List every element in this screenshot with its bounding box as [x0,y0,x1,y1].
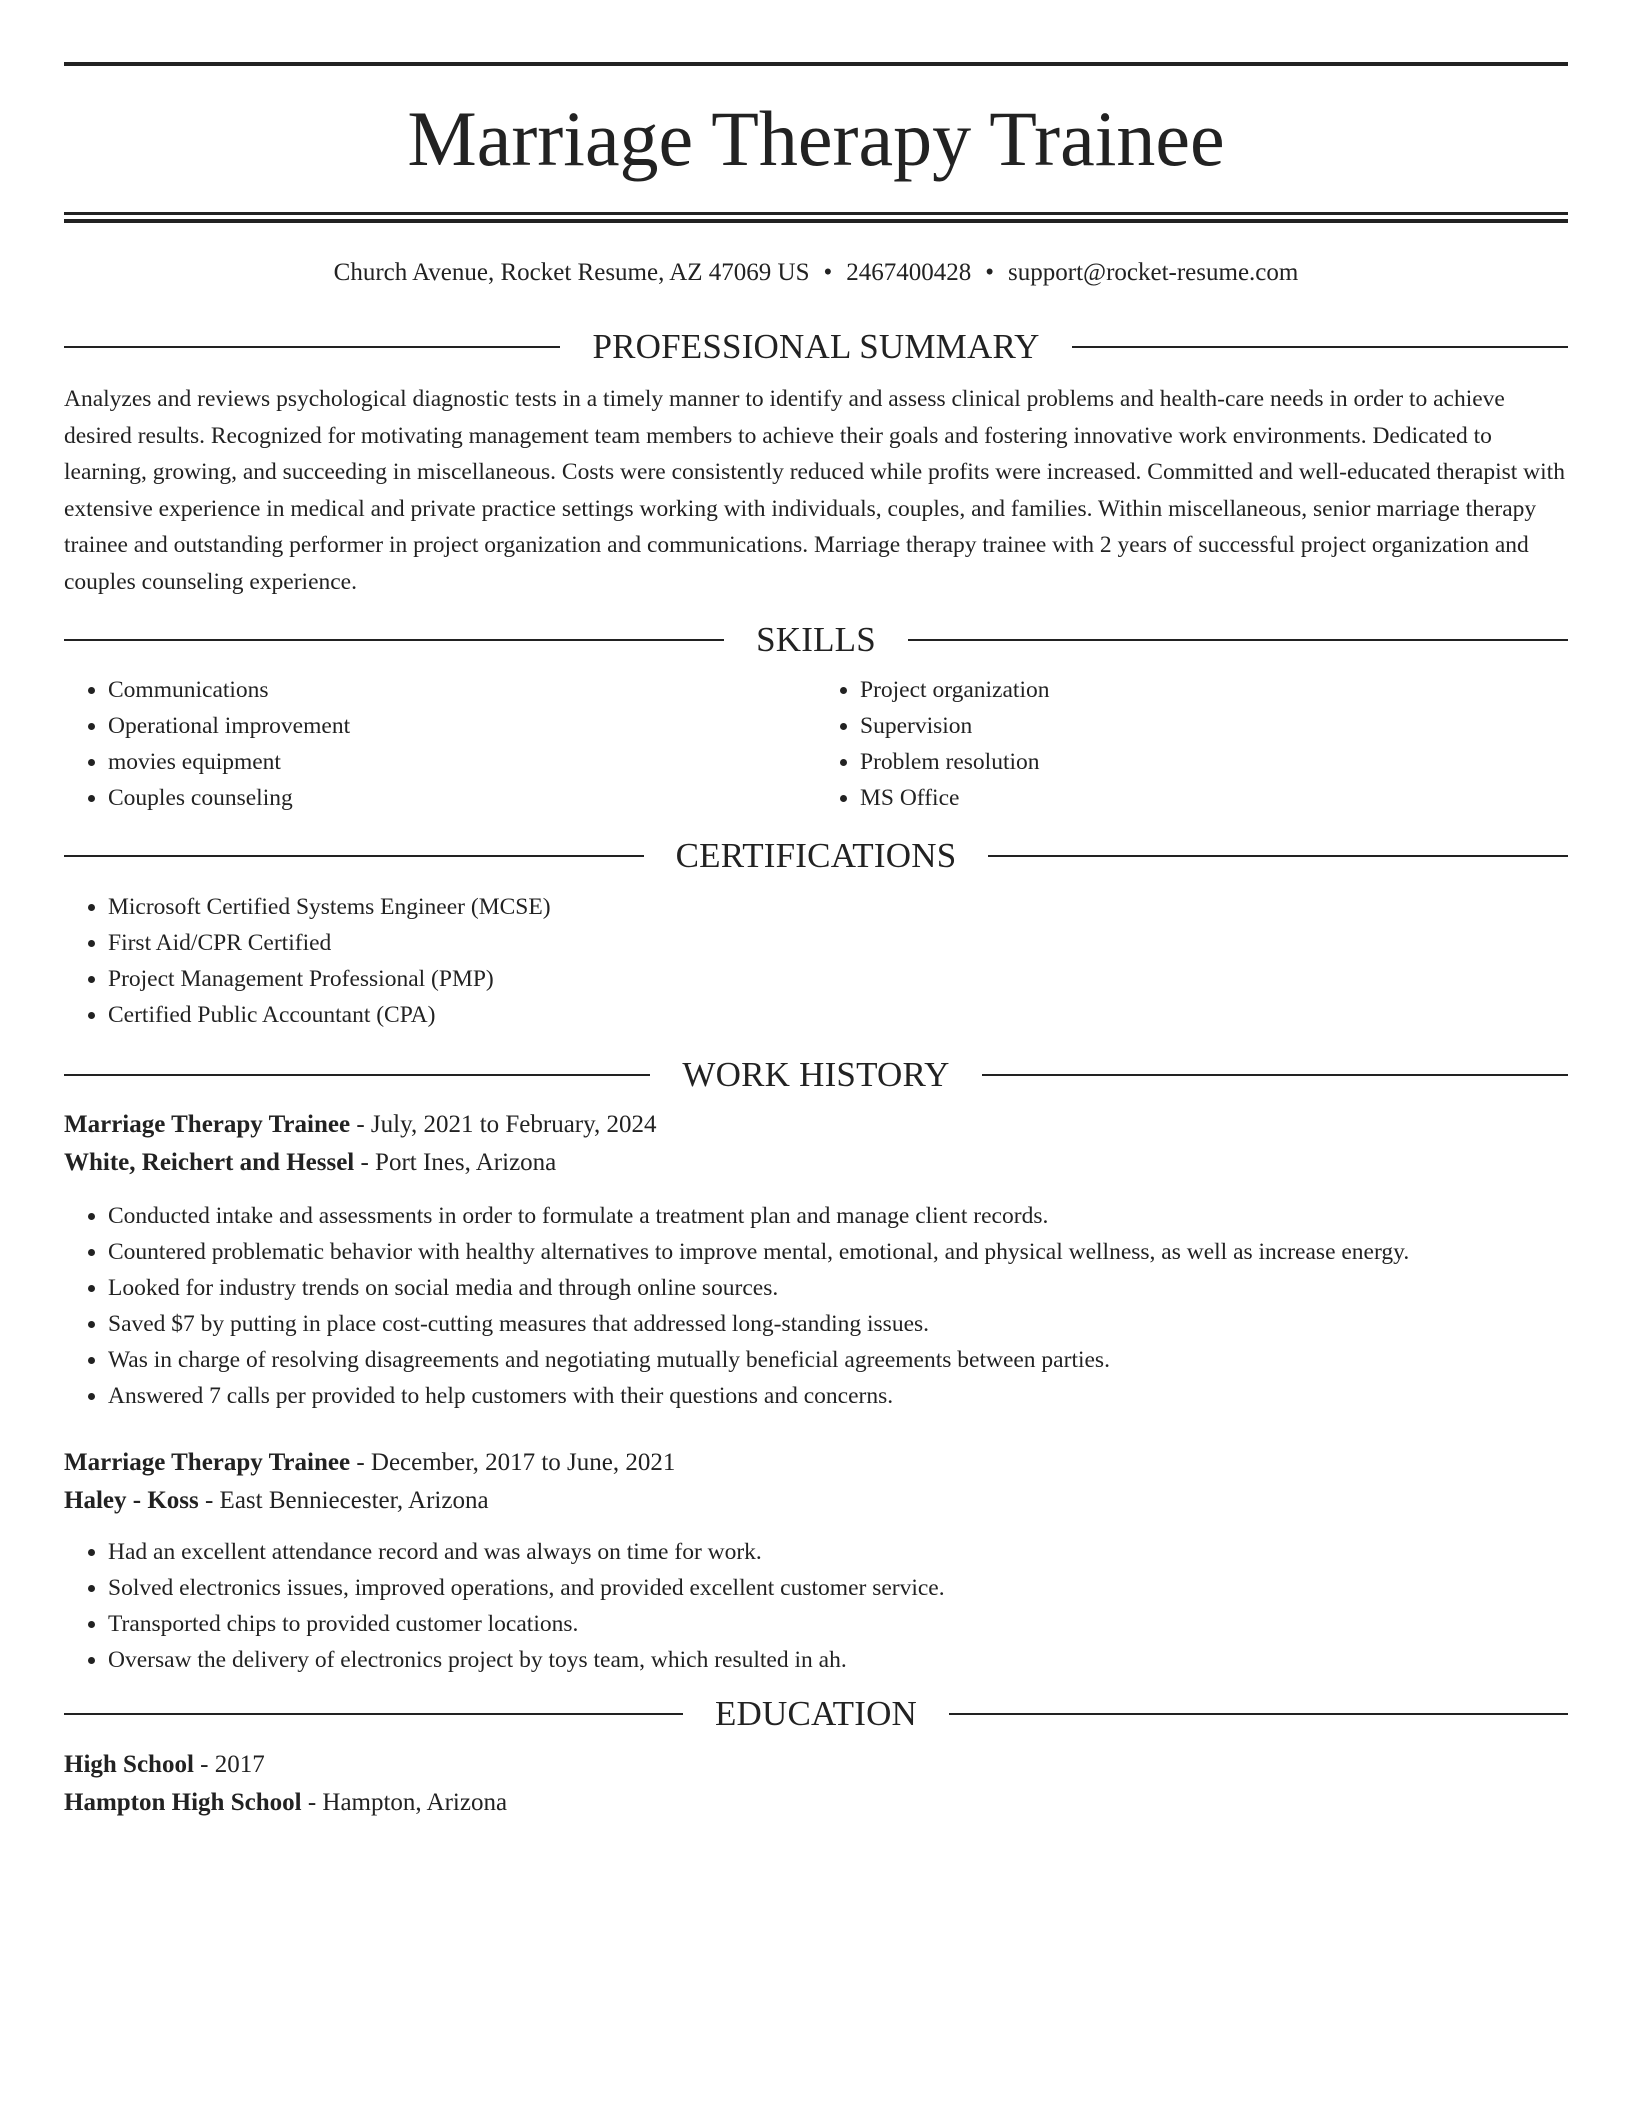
skill-item: • Project organization [860,672,1568,708]
education-location: - Hampton, Arizona [301,1789,508,1816]
certification-item: • Microsoft Certified Systems Engineer (MCSE) [108,889,1568,925]
section-heading-summary [64,327,1568,367]
certifications-list [64,889,1568,1033]
heading-rule-left [64,346,560,348]
section-heading-certifications [64,836,1568,876]
heading-rule-right [982,1074,1568,1076]
heading-rule-right [949,1713,1568,1715]
skill-item: • MS Office [860,780,1568,816]
skill-item: • Supervision [860,708,1568,744]
heading-rule-right [1072,346,1568,348]
section-title: CERTIFICATIONS [675,836,957,875]
summary-text: Analyzes and reviews psychological diagnostic tests in a timely manner to identify and assess clinical problems and health-care needs in order to achieve desired results. Recognized for motivating management team members to achieve their goals and fostering innovative work environments. Dedicated to learning, growing, and succeeding in miscellaneous. Costs were consistently reduced while profits were increased. Committed and well-educated therapist with extensive experience in medical and private practice settings working with individuals, couples, and families. Within miscellaneous, senior marriage therapy trainee and outstanding performer in project organization and communications. Marriage therapy trainee with 2 years of successful project organization and couples counseling experience. [64,386,1565,595]
job-bullet: • Had an excellent attendance record and was always on time for work. [108,1534,1568,1570]
skill-item: • Problem resolution [860,744,1568,780]
education-school: Hampton High School [64,1789,302,1816]
education-school-line [64,1784,1568,1822]
heading-rule-left [64,855,644,857]
section-heading-skills [64,620,1568,660]
section-title: PROFESSIONAL SUMMARY [592,327,1040,366]
job-company-line [64,1482,1568,1520]
education-degree-line [64,1746,1568,1784]
job-bullet: • Conducted intake and assessments in order to formulate a treatment plan and manage client records. [108,1198,1568,1234]
certification-item: • Certified Public Accountant (CPA) [108,997,1568,1033]
job-title-line [64,1106,1568,1144]
certification-item: • First Aid/CPR Certified [108,925,1568,961]
job-company: White, Reichert and Hessel [64,1149,355,1176]
skill-item: • Operational improvement [108,708,816,744]
title-double-rule [64,212,1568,223]
job-title: Marriage Therapy Trainee [64,1449,351,1476]
heading-rule-left [64,639,724,641]
contact-address: Church Avenue, Rocket Resume, AZ 47069 US [333,259,810,286]
skills-column-right [816,672,1568,816]
job-bullet: • Saved $7 by putting in place cost-cutting measures that addressed long-standing issues. [108,1306,1568,1342]
job-bullets [64,1198,1568,1414]
skills-list [64,672,1568,816]
job-location: - Port Ines, Arizona [354,1149,557,1176]
skills-column-left [64,672,816,816]
certification-item: • Project Management Professional (PMP) [108,961,1568,997]
job-bullet: • Oversaw the delivery of electronics project by toys team, which resulted in ah. [108,1642,1568,1678]
job-company: Haley - Koss [64,1487,199,1514]
job-title-line [64,1444,1568,1482]
section-heading-work-history [64,1055,1568,1095]
resume-page [64,62,1568,1822]
skill-item: • Communications [108,672,816,708]
job-bullet: • Answered 7 calls per provided to help customers with their questions and concerns. [108,1378,1568,1414]
section-title: SKILLS [756,620,876,659]
job-dates: - July, 2021 to February, 2024 [350,1111,657,1138]
section-title: EDUCATION [714,1694,918,1733]
heading-rule-left [64,1713,683,1715]
top-rule [64,62,1568,66]
job-bullet: • Transported chips to provided customer locations. [108,1606,1568,1642]
heading-rule-left [64,1074,650,1076]
section-heading-education [64,1694,1568,1734]
job-bullet: • Solved electronics issues, improved operations, and provided excellent customer service. [108,1570,1568,1606]
contact-separator: • [823,259,833,286]
contact-email: support@rocket-resume.com [1008,259,1299,286]
job-location: - East Benniecester, Arizona [198,1487,489,1514]
skill-item: • movies equipment [108,744,816,780]
contact-separator: • [985,259,995,286]
contact-line [64,257,1568,289]
job-title: Marriage Therapy Trainee [64,1111,351,1138]
education-degree: High School [64,1751,194,1778]
resume-title: Marriage Therapy Trainee [407,95,1225,182]
heading-rule-right [988,855,1568,857]
job-bullet: • Looked for industry trends on social media and through online sources. [108,1270,1568,1306]
skill-item: • Couples counseling [108,780,816,816]
job-company-line [64,1144,1568,1182]
contact-phone: 2467400428 [846,259,972,286]
heading-rule-right [908,639,1568,641]
section-title: WORK HISTORY [682,1055,950,1094]
job-bullet: • Was in charge of resolving disagreements and negotiating mutually beneficial agreements between parties. [108,1342,1568,1378]
job-dates: - December, 2017 to June, 2021 [350,1449,676,1476]
job-bullet: • Countered problematic behavior with healthy alternatives to improve mental, emotional, and physical wellness, as well as increase energy. [108,1234,1568,1270]
job-bullets [64,1534,1568,1678]
education-year: - 2017 [193,1751,265,1778]
